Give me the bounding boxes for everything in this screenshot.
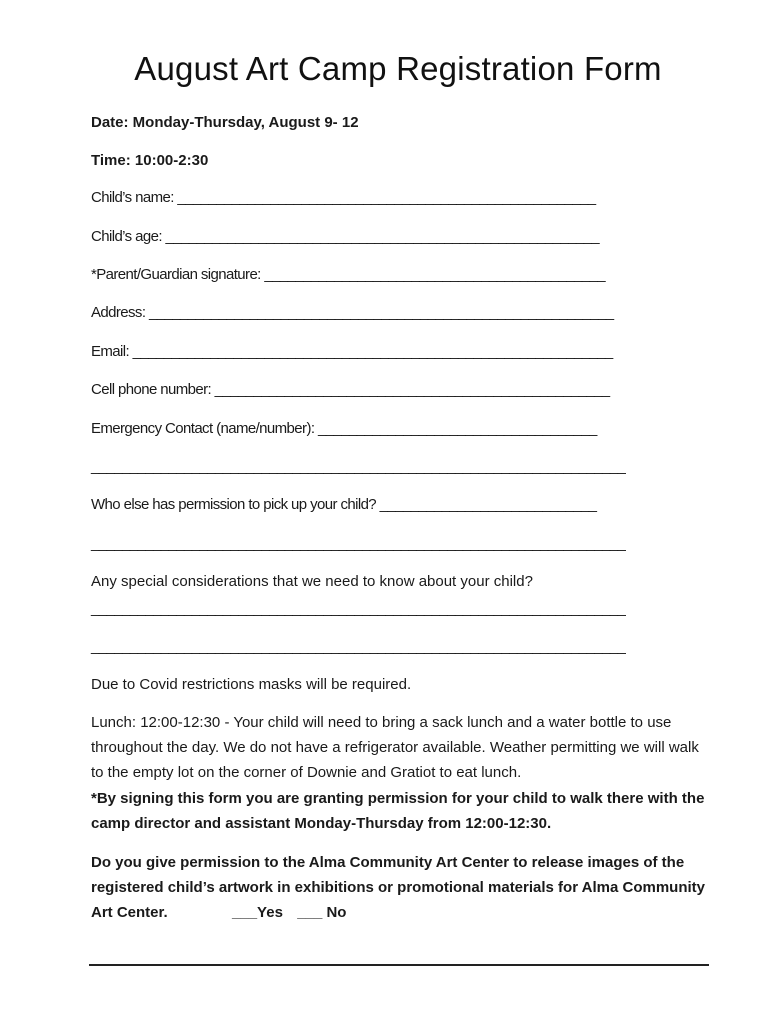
pickup-permission-field[interactable]: Who else has permission to pick up your child? ____________________________	[91, 496, 597, 513]
pickup-permission-continuation[interactable]: _____________________________________________________________________	[91, 535, 626, 552]
special-considerations-label: Any special considerations that we need to know about your child?	[91, 573, 533, 590]
special-considerations-line-1[interactable]: _____________________________________________________________________	[91, 600, 626, 617]
address-field[interactable]: Address: ____________________________________________________________	[91, 304, 614, 321]
camp-date: Date: Monday-Thursday, August 9- 12	[91, 114, 359, 131]
walk-permission-note: *By signing this form you are granting permission for your child to walk there with the camp director and assistant Monday-Thursday from 12:00-12:30.	[91, 790, 705, 832]
form-title: August Art Camp Registration Form	[134, 50, 662, 87]
cell-phone-field[interactable]: Cell phone number: ___________________________________________________	[91, 381, 610, 398]
emergency-contact-field[interactable]: Emergency Contact (name/number): ____________________________________	[91, 420, 597, 437]
child-age-field[interactable]: Child’s age: ________________________________________________________	[91, 228, 600, 245]
child-name-field[interactable]: Child’s name: ______________________________________________________	[91, 189, 596, 206]
lunch-note: Lunch: 12:00-12:30 - Your child will need to bring a sack lunch and a water bottle to use throughout the day. We do not have a refrigerator available. Weather permitting we will walk to the empty lot on the corner of Downie and Gratiot to eat lunch.	[91, 714, 699, 781]
special-considerations-line-2[interactable]: _____________________________________________________________________	[91, 638, 626, 655]
camp-time: Time: 10:00-2:30	[91, 152, 209, 169]
image-release-question	[91, 850, 711, 925]
image-release-text: Do you give permission to the Alma Community Art Center to release images of the registered child’s artwork in exhibitions or promotional materials for Alma Community Art Center.	[91, 854, 706, 921]
emergency-contact-continuation[interactable]: _____________________________________________________________________	[91, 458, 626, 475]
parent-signature-field[interactable]: *Parent/Guardian signature: ____________________________________________	[91, 266, 605, 283]
no-option[interactable]: ___ No	[297, 904, 347, 921]
covid-note: Due to Covid restrictions masks will be required.	[91, 676, 412, 693]
bottom-divider	[89, 964, 709, 966]
yes-option[interactable]: ___Yes	[232, 904, 283, 921]
email-field[interactable]: Email: ______________________________________________________________	[91, 343, 613, 360]
